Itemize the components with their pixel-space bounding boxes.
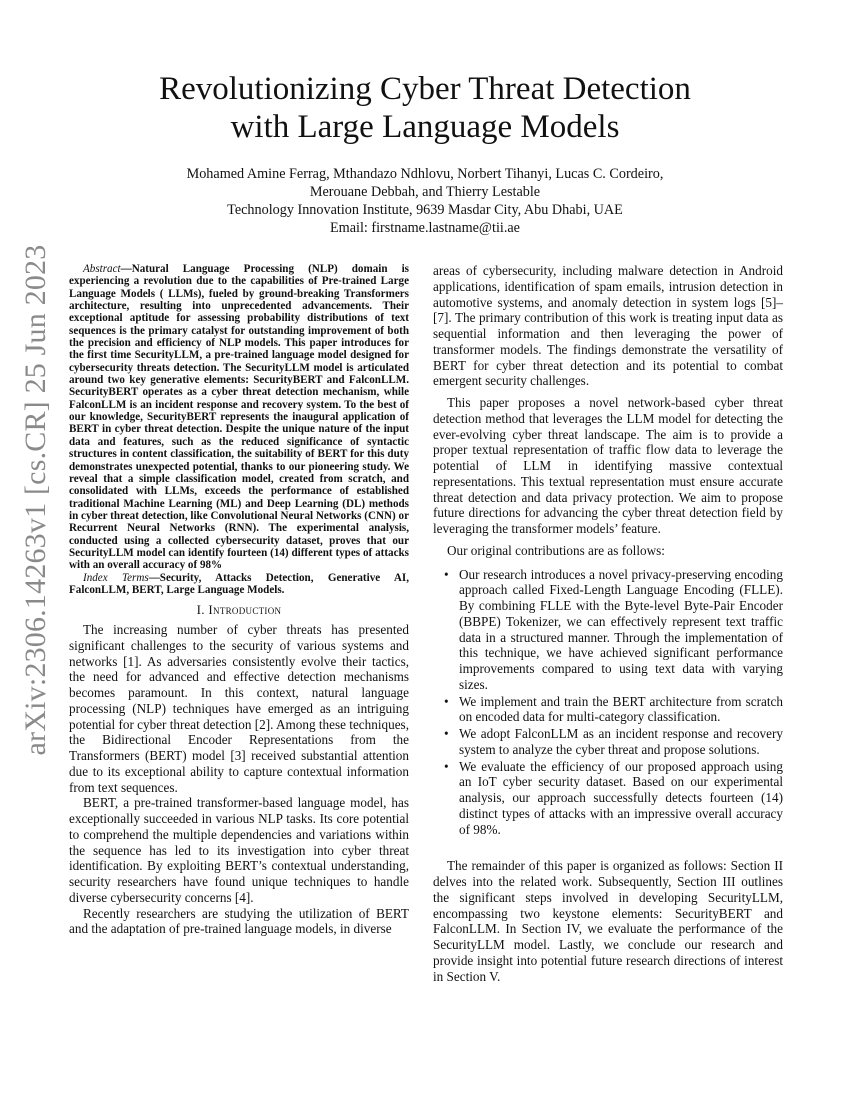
section-numeral: I. bbox=[196, 602, 209, 618]
right-column bbox=[433, 263, 783, 984]
index-terms-text: —Security, Attacks Detection, Generative AI, FalconLLM, BERT, Large Language Models. bbox=[69, 571, 409, 596]
abstract bbox=[69, 263, 409, 572]
list-item-text: Our research introduces a novel privacy-preserving encoding approach called Fixed-Length Language Encoding (FLLE). By combining FLLE with the Byte-level Byte-Pair Encoder (BBPE) Tokenizer, we can effectively represent text traffic data in a structured manner. Through the implementation of this technique, we have achieved significant performance improvements compared to using text data with varying sizes. bbox=[459, 566, 783, 692]
author-block bbox=[0, 165, 850, 237]
abstract-text: —Natural Language Processing (NLP) domain is experiencing a revolution due to the capabilities of Pre-trained Large Language Models ( LLMs), fueled by ground-breaking Transformers architecture, resulting into unprecedented advancements. Their exceptional aptitude for assessing probability distributions of text sequences is the primary catalyst for outstanding improvement of both the precision and efficiency of NLP models. This paper introduces for the first time SecurityLLM, a pre-trained language model designed for cybersecurity threats detection. The SecurityLLM model is articulated around two key generative elements: SecurityBERT and FalconLLM. SecurityBERT operates as a cyber threat detection mechanism, while FalconLLM is an incident response and recovery system. To the best of our knowledge, SecurityBERT represents the inaugural application of BERT in cyber threat detection. Despite the unique nature of the input data and features, such as the reduced significance of syntactic structures in content classification, the suitability of BERT for this duty demonstrates unexpected potential, thanks to our pioneering study. We reveal that a simple classification model, created from scratch, and consolidated with LLMs, exceeds the performance of established traditional Machine Learning (ML) and Deep Learning (DL) methods in cyber threat detection, like Convolutional Neural Networks (CNN) or Recurrent Neural Networks (RNN). The experimental analysis, conducted using a collected cybersecurity dataset, proves that our SecurityLLM model can identify fourteen (14) different types of attacks with an overall accuracy of 98% bbox=[69, 263, 409, 572]
remainder-paragraph: The remainder of this paper is organized as follows: Section II delves into the related work. Subsequently, Section III outlines the significant steps involved in developing SecurityLLM, encompassing two keystone elements: SecurityBERT and FalconLLM. In Section IV, we evaluate the performance of the SecurityLLM model. Lastly, we conclude our research and provide insight into potential future research directions of interest in Section V. bbox=[433, 858, 783, 984]
title-line: with Large Language Models bbox=[230, 109, 620, 145]
title-line: Revolutionizing Cyber Threat Detection bbox=[159, 71, 691, 107]
intro-paragraph: BERT, a pre-trained transformer-based language model, has exceptionally succeeded in various NLP tasks. Its core potential to comprehend the multiple dependencies and variations within the sequence has led to its investigation into cyber threat identification. By exploiting BERT’s contextual understanding, security researchers have found unique techniques to handle diverse cybersecurity concerns [4]. bbox=[69, 795, 409, 905]
proposal-paragraph: This paper proposes a novel network-based cyber threat detection method that leverages the LLM model for detecting the ever-evolving cyber threat landscape. The aim is to provide a proper textual representation of traffic flow data to leverage the potential of LLM in identifying massive contextual representations. This textual representation must ensure accurate threat detection and data privacy protection. We aim to propose future directions for advancing the cyber threat detection field by leveraging the transformer models’ feature. bbox=[433, 395, 783, 536]
list-item bbox=[444, 758, 783, 838]
arxiv-side-stamp bbox=[6, 244, 66, 756]
contributions-intro: Our original contributions are as follows: bbox=[447, 542, 665, 558]
section-heading-introduction bbox=[69, 602, 409, 618]
list-item-text: We implement and train the BERT architecture from scratch on encoded data for multi-category classification. bbox=[459, 693, 783, 725]
intro-paragraph: The increasing number of cyber threats has presented significant challenges to the security of various systems and networks [1]. As adversaries consistently evolve their tactics, the need for advanced and effective detection mechanisms becomes paramount. In this context, natural language processing (NLP) techniques have emerged as an intriguing potential for cyber threat detection [2]. Among these techniques, the Bidirectional Encoder Representations from the Transformers (BERT) model [3] received substantial attention due to its exceptional ability to capture contextual information from text sequences. bbox=[69, 622, 409, 795]
bullet-icon: • bbox=[444, 758, 449, 774]
bullet-icon: • bbox=[444, 566, 449, 582]
list-item bbox=[444, 726, 783, 758]
contributions-list bbox=[433, 567, 783, 838]
author-email: Email: firstname.lastname@tii.ae bbox=[330, 220, 520, 236]
bullet-icon: • bbox=[444, 726, 449, 741]
section-title: Introduction bbox=[208, 602, 282, 618]
list-item bbox=[444, 693, 783, 726]
continued-paragraph: areas of cybersecurity, including malware detection in Android applications, identification of spam emails, intrusion detection in automotive systems, and anomaly detection in system logs [5]–[7]. The primary contribution of this work is treating input data as sequential information and then leveraging the power of transformer models. The findings demonstrate the versatility of BERT for cyber threat detection and its potential to combat emergent security challenges. bbox=[433, 263, 783, 389]
index-terms bbox=[69, 572, 409, 597]
bullet-icon: • bbox=[444, 693, 449, 709]
list-item-text: We evaluate the efficiency of our proposed approach using an IoT cyber security dataset. Based on our experimental analysis, our approach successfully detects fourteen (14) distinct types of attacks with an impressive overall accuracy of 98%. bbox=[459, 758, 783, 837]
abstract-label: Abstract bbox=[83, 263, 121, 275]
author-names: Mohamed Amine Ferrag, Mthandazo Ndhlovu, Norbert Tihanyi, Lucas C. Cordeiro, bbox=[186, 166, 664, 182]
paper-title bbox=[0, 70, 850, 146]
intro-paragraph: Recently researchers are studying the utilization of BERT and the adaptation of pre-trained language models, in diverse bbox=[69, 905, 409, 937]
list-item bbox=[444, 566, 783, 693]
list-item-text: We adopt FalconLLM as an incident response and recovery system to analyze the cyber threat and propose solutions. bbox=[459, 726, 783, 757]
author-names: Merouane Debbah, and Thierry Lestable bbox=[309, 184, 541, 200]
index-terms-label: Index Terms bbox=[83, 571, 149, 584]
arxiv-identifier: arXiv:2306.14263v1 [cs.CR] 25 Jun 2023 bbox=[19, 244, 52, 756]
affiliation: Technology Innovation Institute, 9639 Masdar City, Abu Dhabi, UAE bbox=[227, 202, 623, 218]
left-column bbox=[69, 263, 409, 937]
